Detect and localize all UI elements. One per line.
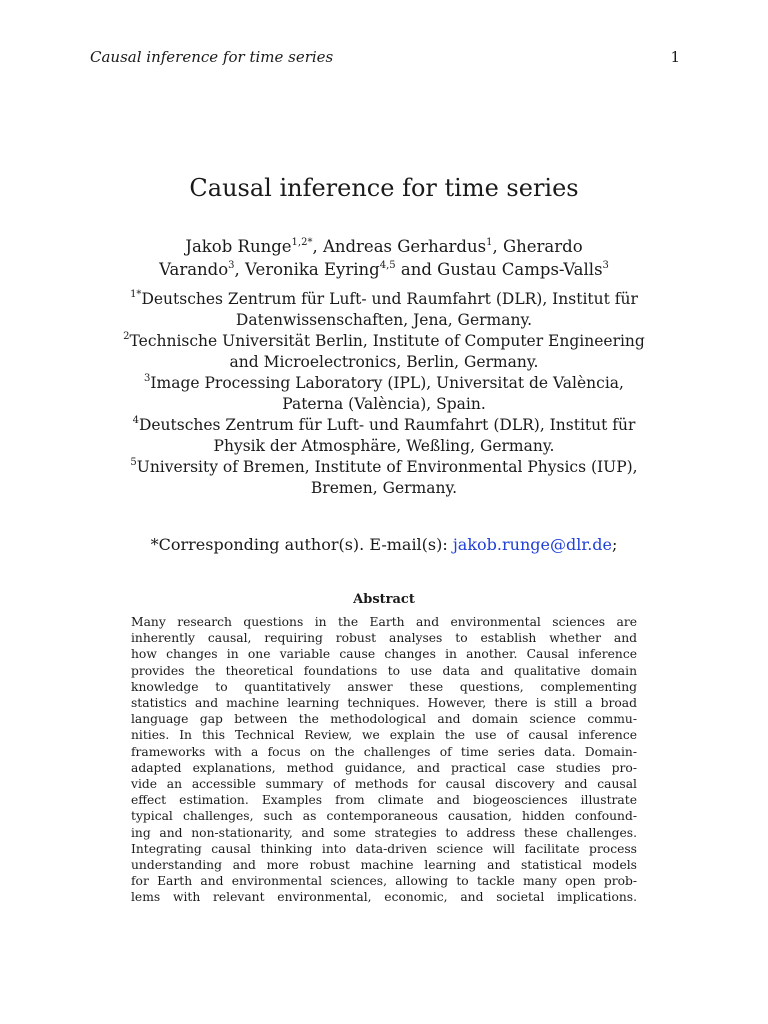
affiliation bbox=[90, 457, 678, 499]
corresponding-author bbox=[0, 535, 768, 554]
affiliation bbox=[90, 373, 678, 415]
author-list bbox=[100, 235, 668, 281]
abstract-line: provides the theoretical foundations to use data and qualitative domain bbox=[131, 663, 637, 678]
abstract-line: Many research questions in the Earth and environmental sciences are bbox=[131, 615, 637, 629]
author-name: Varando bbox=[159, 260, 229, 279]
abstract-line: vide an accessible summary of methods for causal discovery and causal bbox=[131, 777, 637, 792]
author-name: Jakob Runge bbox=[185, 237, 292, 256]
abstract-line: understanding and more robust machine learning and statistical models bbox=[131, 858, 637, 873]
author-line bbox=[100, 258, 668, 281]
affiliation-line: Physik der Atmosphäre, Weßling, Germany. bbox=[213, 437, 555, 455]
affiliation-list bbox=[90, 289, 678, 499]
abstract-line: inherently causal, requiring robust analyses to establish whether and bbox=[131, 631, 637, 646]
paper-title: Causal inference for time series bbox=[189, 174, 579, 202]
author-line bbox=[100, 235, 668, 258]
affiliation bbox=[90, 289, 678, 331]
author-name: , Andreas Gerhardus bbox=[312, 237, 487, 256]
affiliation-line: Deutsches Zentrum für Luft- und Raumfahrt (DLR), Institut für bbox=[138, 416, 636, 434]
abstract-line: knowledge to quantitatively answer these questions, complementing bbox=[131, 679, 637, 694]
abstract-line: adapted explanations, method guidance, and practical case studies pro- bbox=[131, 760, 637, 775]
affiliation-line: Image Processing Laboratory (IPL), Universitat de València, bbox=[150, 374, 624, 392]
affiliation bbox=[90, 415, 678, 457]
author-name: , Veronika Eyring bbox=[234, 260, 380, 279]
abstract-line: how changes in one variable cause changes in another. Causal inference bbox=[131, 647, 637, 662]
abstract-line: effect estimation. Examples from climate and biogeosciences illustrate bbox=[131, 793, 637, 808]
email-link[interactable]: jakob.runge@dlr.de bbox=[452, 535, 613, 554]
abstract-body bbox=[131, 614, 637, 906]
abstract-line: frameworks with a focus on the challenges of time series data. Domain- bbox=[131, 744, 637, 759]
author-name: , Gherardo bbox=[492, 237, 583, 256]
corresponding-prefix: *Corresponding author(s). E-mail(s): bbox=[150, 535, 453, 554]
abstract-line: typical challenges, such as contemporaneous causation, hidden confound- bbox=[131, 809, 637, 824]
corresponding-suffix: ; bbox=[612, 535, 618, 554]
abstract-heading: Abstract bbox=[353, 592, 415, 607]
author-name: and Gustau Camps-Valls bbox=[395, 260, 603, 279]
abstract-line: Integrating causal thinking into data-driven science will facilitate process bbox=[131, 841, 637, 856]
affiliation-sup: 3 bbox=[144, 372, 151, 384]
page-number: 1 bbox=[670, 48, 680, 66]
affiliation bbox=[90, 331, 678, 373]
abstract-line: lems with relevant environmental, economic, and societal implications. bbox=[131, 890, 637, 905]
running-head bbox=[90, 48, 680, 68]
affiliation-line: and Microelectronics, Berlin, Germany. bbox=[229, 353, 539, 371]
author-affiliation-sup: 3 bbox=[602, 259, 609, 271]
author-affiliation-sup: 4,5 bbox=[379, 259, 396, 271]
author-affiliation-sup: 1,2* bbox=[291, 236, 313, 248]
abstract-line: ing and non-stationarity, and some strategies to address these challenges. bbox=[131, 825, 637, 840]
affiliation-sup: 1* bbox=[130, 288, 142, 300]
affiliation-sup: 2 bbox=[123, 330, 130, 342]
affiliation-line: Deutsches Zentrum für Luft- und Raumfahrt (DLR), Institut für bbox=[141, 290, 638, 308]
affiliation-line: Bremen, Germany. bbox=[310, 479, 458, 497]
author-affiliation-sup: 3 bbox=[228, 259, 235, 271]
affiliation-line: University of Bremen, Institute of Environmental Physics (IUP), bbox=[136, 458, 638, 476]
affiliation-line: Datenwissenschaften, Jena, Germany. bbox=[235, 311, 533, 329]
abstract-line: language gap between the methodological and domain science commu- bbox=[131, 712, 637, 727]
author-affiliation-sup: 1 bbox=[486, 236, 493, 248]
affiliation-line: Paterna (València), Spain. bbox=[282, 395, 486, 413]
abstract-line: statistics and machine learning techniques. However, there is still a broad bbox=[131, 696, 637, 711]
affiliation-sup: 5 bbox=[130, 456, 137, 468]
abstract-line: for Earth and environmental sciences, allowing to tackle many open prob- bbox=[131, 874, 637, 889]
running-head-title: Causal inference for time series bbox=[90, 48, 334, 66]
affiliation-line: Technische Universität Berlin, Institute of Computer Engineering bbox=[129, 332, 645, 350]
abstract-line: nities. In this Technical Review, we explain the use of causal inference bbox=[131, 728, 637, 743]
affiliation-sup: 4 bbox=[132, 414, 139, 426]
